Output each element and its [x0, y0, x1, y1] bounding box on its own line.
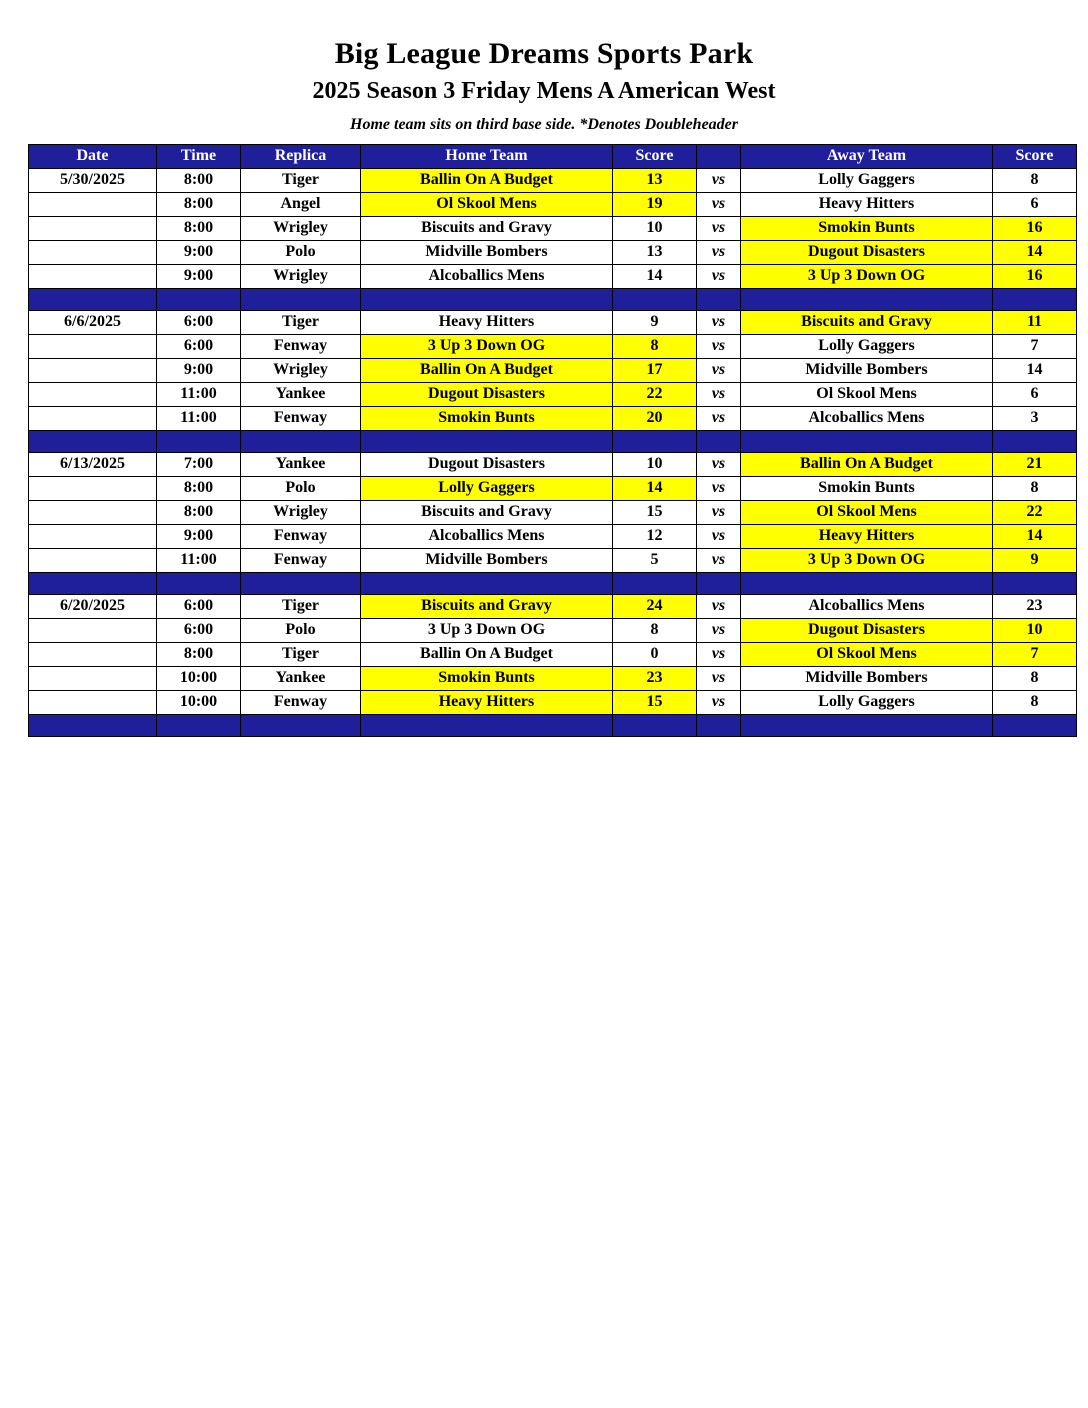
- cell-away-score: 14: [993, 240, 1077, 264]
- header-row: [29, 144, 1077, 168]
- table-row: [29, 216, 1077, 240]
- cell-home-score: 24: [613, 594, 697, 618]
- cell-home-score: 19: [613, 192, 697, 216]
- page-subtitle: 2025 Season 3 Friday Mens A American West: [312, 78, 776, 105]
- cell-time: 8:00: [157, 192, 241, 216]
- table-row: [29, 382, 1077, 406]
- page-note: Home team sits on third base side. *Denotes Doubleheader: [350, 115, 738, 133]
- cell-away-score: 22: [993, 500, 1077, 524]
- cell-home-score: 8: [613, 334, 697, 358]
- week-separator-cell: [741, 572, 993, 594]
- table-row: [29, 500, 1077, 524]
- cell-time: 8:00: [157, 642, 241, 666]
- table-row: [29, 264, 1077, 288]
- cell-away-team: Ballin On A Budget: [741, 452, 993, 476]
- cell-away-team: Ol Skool Mens: [741, 642, 993, 666]
- cell-vs: vs: [697, 618, 741, 642]
- cell-away-team: 3 Up 3 Down OG: [741, 264, 993, 288]
- cell-home-team: Dugout Disasters: [361, 382, 613, 406]
- cell-away-score: 8: [993, 666, 1077, 690]
- week-separator-cell: [29, 288, 157, 310]
- cell-replica: Tiger: [241, 594, 361, 618]
- cell-home-team: Alcoballics Mens: [361, 264, 613, 288]
- cell-vs: vs: [697, 642, 741, 666]
- cell-home-team: Ballin On A Budget: [361, 168, 613, 192]
- cell-date: [29, 382, 157, 406]
- cell-away-score: 8: [993, 690, 1077, 714]
- cell-away-team: Dugout Disasters: [741, 240, 993, 264]
- cell-vs: vs: [697, 548, 741, 572]
- cell-home-team: Ballin On A Budget: [361, 358, 613, 382]
- week-separator-cell: [697, 714, 741, 736]
- cell-home-score: 17: [613, 358, 697, 382]
- cell-date: [29, 406, 157, 430]
- cell-home-team: Biscuits and Gravy: [361, 594, 613, 618]
- cell-replica: Tiger: [241, 168, 361, 192]
- cell-time: 10:00: [157, 690, 241, 714]
- cell-date: [29, 666, 157, 690]
- cell-vs: vs: [697, 334, 741, 358]
- column-header-away-score: Score: [993, 144, 1077, 168]
- cell-away-score: 3: [993, 406, 1077, 430]
- cell-vs: vs: [697, 382, 741, 406]
- cell-time: 6:00: [157, 310, 241, 334]
- cell-replica: Wrigley: [241, 264, 361, 288]
- cell-away-team: Lolly Gaggers: [741, 168, 993, 192]
- column-header-replica: Replica: [241, 144, 361, 168]
- cell-away-score: 7: [993, 334, 1077, 358]
- cell-time: 11:00: [157, 406, 241, 430]
- cell-replica: Polo: [241, 476, 361, 500]
- cell-vs: vs: [697, 240, 741, 264]
- week-separator-row: [29, 572, 1077, 594]
- cell-vs: vs: [697, 168, 741, 192]
- cell-date: [29, 548, 157, 572]
- cell-home-team: Alcoballics Mens: [361, 524, 613, 548]
- week-separator-cell: [157, 572, 241, 594]
- cell-replica: Yankee: [241, 382, 361, 406]
- cell-away-team: Smokin Bunts: [741, 216, 993, 240]
- cell-away-team: Heavy Hitters: [741, 192, 993, 216]
- cell-time: 11:00: [157, 382, 241, 406]
- cell-home-score: 14: [613, 476, 697, 500]
- cell-time: 9:00: [157, 524, 241, 548]
- table-row: [29, 594, 1077, 618]
- week-separator-cell: [993, 714, 1077, 736]
- column-header-vs: [697, 144, 741, 168]
- cell-home-team: Ballin On A Budget: [361, 642, 613, 666]
- cell-away-score: 6: [993, 382, 1077, 406]
- cell-replica: Tiger: [241, 642, 361, 666]
- page-title: Big League Dreams Sports Park: [334, 37, 754, 70]
- cell-vs: vs: [697, 594, 741, 618]
- table-row: [29, 334, 1077, 358]
- cell-time: 8:00: [157, 216, 241, 240]
- table-row: [29, 452, 1077, 476]
- cell-date: [29, 240, 157, 264]
- cell-vs: vs: [697, 406, 741, 430]
- cell-time: 6:00: [157, 594, 241, 618]
- cell-away-team: Heavy Hitters: [741, 524, 993, 548]
- week-separator-cell: [613, 572, 697, 594]
- cell-date: [29, 476, 157, 500]
- cell-away-team: Midville Bombers: [741, 358, 993, 382]
- column-header-home-score: Score: [613, 144, 697, 168]
- cell-home-score: 10: [613, 452, 697, 476]
- week-separator-cell: [29, 572, 157, 594]
- cell-date: [29, 642, 157, 666]
- cell-replica: Polo: [241, 618, 361, 642]
- week-separator-cell: [697, 430, 741, 452]
- cell-away-team: 3 Up 3 Down OG: [741, 548, 993, 572]
- table-row: [29, 240, 1077, 264]
- week-separator-cell: [361, 288, 613, 310]
- column-header-away-team: Away Team: [741, 144, 993, 168]
- cell-time: 8:00: [157, 476, 241, 500]
- cell-away-team: Lolly Gaggers: [741, 690, 993, 714]
- cell-home-score: 23: [613, 666, 697, 690]
- cell-replica: Tiger: [241, 310, 361, 334]
- table-row: [29, 168, 1077, 192]
- cell-away-team: Alcoballics Mens: [741, 594, 993, 618]
- cell-time: 9:00: [157, 240, 241, 264]
- cell-replica: Fenway: [241, 548, 361, 572]
- cell-vs: vs: [697, 358, 741, 382]
- cell-date: [29, 192, 157, 216]
- cell-away-team: Ol Skool Mens: [741, 382, 993, 406]
- cell-home-team: Midville Bombers: [361, 240, 613, 264]
- cell-home-team: Biscuits and Gravy: [361, 500, 613, 524]
- week-separator-cell: [157, 714, 241, 736]
- cell-home-score: 12: [613, 524, 697, 548]
- table-row: [29, 406, 1077, 430]
- week-separator-cell: [241, 430, 361, 452]
- cell-vs: vs: [697, 310, 741, 334]
- cell-home-team: 3 Up 3 Down OG: [361, 618, 613, 642]
- cell-date: [29, 618, 157, 642]
- cell-away-team: Biscuits and Gravy: [741, 310, 993, 334]
- week-separator-cell: [241, 288, 361, 310]
- cell-home-score: 5: [613, 548, 697, 572]
- cell-home-score: 0: [613, 642, 697, 666]
- week-separator-cell: [241, 714, 361, 736]
- table-body: [29, 168, 1077, 736]
- table-row: [29, 358, 1077, 382]
- cell-home-score: 13: [613, 168, 697, 192]
- cell-home-score: 20: [613, 406, 697, 430]
- week-separator-row: [29, 714, 1077, 736]
- table-row: [29, 690, 1077, 714]
- cell-date: 6/20/2025: [29, 594, 157, 618]
- cell-home-score: 9: [613, 310, 697, 334]
- week-separator-cell: [741, 714, 993, 736]
- cell-time: 9:00: [157, 264, 241, 288]
- cell-time: 8:00: [157, 168, 241, 192]
- cell-vs: vs: [697, 476, 741, 500]
- cell-away-team: Lolly Gaggers: [741, 334, 993, 358]
- cell-vs: vs: [697, 452, 741, 476]
- cell-replica: Wrigley: [241, 216, 361, 240]
- table-row: [29, 642, 1077, 666]
- cell-vs: vs: [697, 524, 741, 548]
- cell-date: 5/30/2025: [29, 168, 157, 192]
- cell-replica: Fenway: [241, 524, 361, 548]
- cell-replica: Angel: [241, 192, 361, 216]
- week-separator-cell: [157, 288, 241, 310]
- cell-away-score: 6: [993, 192, 1077, 216]
- column-header-home-team: Home Team: [361, 144, 613, 168]
- table-row: [29, 476, 1077, 500]
- week-separator-cell: [157, 430, 241, 452]
- cell-away-score: 14: [993, 524, 1077, 548]
- cell-away-team: Smokin Bunts: [741, 476, 993, 500]
- cell-away-score: 8: [993, 476, 1077, 500]
- week-separator-row: [29, 288, 1077, 310]
- cell-date: [29, 500, 157, 524]
- cell-home-team: Midville Bombers: [361, 548, 613, 572]
- column-header-time: Time: [157, 144, 241, 168]
- week-separator-cell: [361, 714, 613, 736]
- cell-home-team: 3 Up 3 Down OG: [361, 334, 613, 358]
- cell-time: 9:00: [157, 358, 241, 382]
- table-header: [29, 144, 1077, 168]
- cell-replica: Fenway: [241, 406, 361, 430]
- cell-away-score: 23: [993, 594, 1077, 618]
- cell-away-score: 14: [993, 358, 1077, 382]
- table-row: [29, 192, 1077, 216]
- cell-away-team: Ol Skool Mens: [741, 500, 993, 524]
- cell-time: 6:00: [157, 618, 241, 642]
- cell-home-team: Dugout Disasters: [361, 452, 613, 476]
- cell-replica: Yankee: [241, 666, 361, 690]
- cell-home-score: 15: [613, 690, 697, 714]
- cell-vs: vs: [697, 264, 741, 288]
- week-separator-cell: [993, 572, 1077, 594]
- cell-replica: Fenway: [241, 334, 361, 358]
- cell-vs: vs: [697, 216, 741, 240]
- table-row: [29, 524, 1077, 548]
- cell-home-team: Smokin Bunts: [361, 666, 613, 690]
- cell-away-score: 16: [993, 264, 1077, 288]
- cell-home-team: Heavy Hitters: [361, 310, 613, 334]
- cell-away-team: Dugout Disasters: [741, 618, 993, 642]
- cell-vs: vs: [697, 666, 741, 690]
- cell-away-score: 8: [993, 168, 1077, 192]
- week-separator-cell: [361, 572, 613, 594]
- cell-home-score: 10: [613, 216, 697, 240]
- week-separator-row: [29, 430, 1077, 452]
- cell-home-score: 8: [613, 618, 697, 642]
- cell-date: [29, 264, 157, 288]
- cell-home-score: 13: [613, 240, 697, 264]
- cell-date: [29, 358, 157, 382]
- cell-vs: vs: [697, 500, 741, 524]
- column-header-date: Date: [29, 144, 157, 168]
- cell-home-team: Smokin Bunts: [361, 406, 613, 430]
- week-separator-cell: [613, 714, 697, 736]
- week-separator-cell: [613, 430, 697, 452]
- week-separator-cell: [993, 288, 1077, 310]
- cell-time: 7:00: [157, 452, 241, 476]
- schedule-table: [28, 144, 1077, 737]
- week-separator-cell: [697, 572, 741, 594]
- week-separator-cell: [361, 430, 613, 452]
- cell-replica: Wrigley: [241, 500, 361, 524]
- cell-home-team: Biscuits and Gravy: [361, 216, 613, 240]
- cell-away-team: Midville Bombers: [741, 666, 993, 690]
- cell-away-score: 7: [993, 642, 1077, 666]
- cell-time: 10:00: [157, 666, 241, 690]
- week-separator-cell: [29, 430, 157, 452]
- cell-date: [29, 524, 157, 548]
- week-separator-cell: [993, 430, 1077, 452]
- cell-home-team: Heavy Hitters: [361, 690, 613, 714]
- cell-replica: Yankee: [241, 452, 361, 476]
- cell-replica: Polo: [241, 240, 361, 264]
- week-separator-cell: [697, 288, 741, 310]
- table-row: [29, 666, 1077, 690]
- cell-replica: Wrigley: [241, 358, 361, 382]
- week-separator-cell: [29, 714, 157, 736]
- cell-home-score: 15: [613, 500, 697, 524]
- cell-date: [29, 216, 157, 240]
- cell-replica: Fenway: [241, 690, 361, 714]
- table-row: [29, 548, 1077, 572]
- cell-home-score: 22: [613, 382, 697, 406]
- cell-time: 8:00: [157, 500, 241, 524]
- cell-away-score: 9: [993, 548, 1077, 572]
- table-row: [29, 618, 1077, 642]
- cell-date: 6/13/2025: [29, 452, 157, 476]
- cell-away-score: 21: [993, 452, 1077, 476]
- week-separator-cell: [613, 288, 697, 310]
- table-row: [29, 310, 1077, 334]
- week-separator-cell: [741, 430, 993, 452]
- cell-date: 6/6/2025: [29, 310, 157, 334]
- cell-time: 11:00: [157, 548, 241, 572]
- cell-home-team: Lolly Gaggers: [361, 476, 613, 500]
- cell-vs: vs: [697, 690, 741, 714]
- cell-away-score: 10: [993, 618, 1077, 642]
- cell-away-score: 16: [993, 216, 1077, 240]
- cell-time: 6:00: [157, 334, 241, 358]
- cell-date: [29, 334, 157, 358]
- cell-vs: vs: [697, 192, 741, 216]
- week-separator-cell: [741, 288, 993, 310]
- cell-away-score: 11: [993, 310, 1077, 334]
- cell-home-team: Ol Skool Mens: [361, 192, 613, 216]
- cell-date: [29, 690, 157, 714]
- cell-away-team: Alcoballics Mens: [741, 406, 993, 430]
- week-separator-cell: [241, 572, 361, 594]
- cell-home-score: 14: [613, 264, 697, 288]
